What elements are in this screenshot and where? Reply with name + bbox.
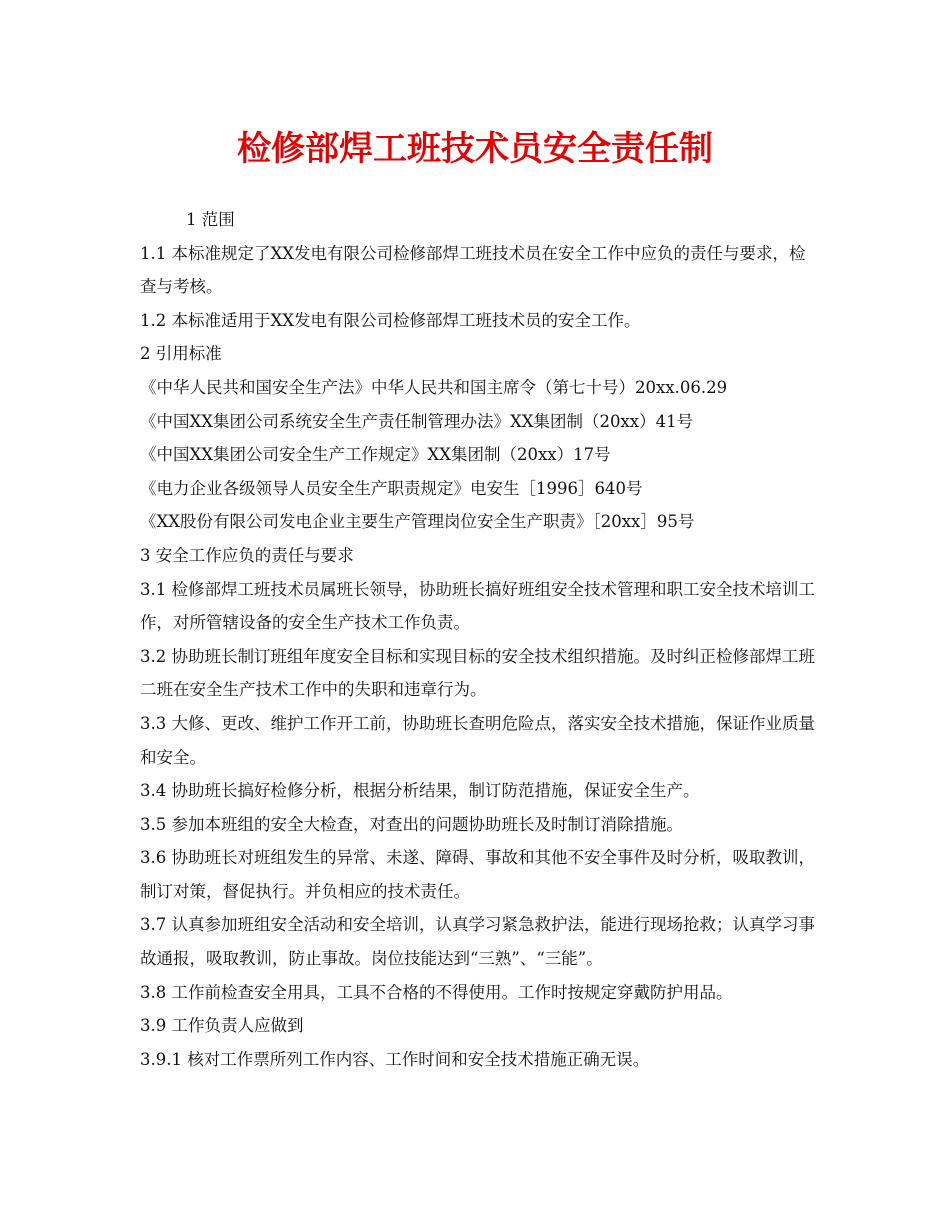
document-body <box>140 203 820 1076</box>
reference-item: 《电力企业各级领导人员安全生产职责规定》电安生［1996］640号 <box>140 478 643 498</box>
reference-item: 《中国XX集团公司系统安全生产责任制管理办法》XX集团制（20xx）41号 <box>140 411 694 431</box>
paragraph-3-1: 3.1 检修部焊工班技术员属班长领导，协助班长搞好班组安全技术管理和职工安全技术培训工作，对所管辖设备的安全生产技术工作负责。 <box>140 579 815 633</box>
reference-item: 《中华人民共和国安全生产法》中华人民共和国主席令（第七十号）20xx.06.29 <box>140 377 728 397</box>
paragraph-3-7: 3.7 认真参加班组安全活动和安全培训，认真学习紧急救护法，能进行现场抢救；认真学习事故通报，吸取教训，防止事故。岗位技能达到“三熟”、“三能”。 <box>140 915 815 969</box>
paragraph-3-4: 3.4 协助班长搞好检修分析，根据分析结果，制订防范措施，保证安全生产。 <box>140 781 700 801</box>
paragraph-3-3: 3.3 大修、更改、维护工作开工前，协助班长查明危险点，落实安全技术措施，保证作业质量和安全。 <box>140 713 815 767</box>
section-heading-references: 2 引用标准 <box>140 344 222 364</box>
document-title: 检修部焊工班技术员安全责任制 <box>237 129 713 169</box>
paragraph-3-9-1: 3.9.1 核对工作票所列工作内容、工作时间和安全技术措施正确无误。 <box>140 1049 650 1069</box>
paragraph-3-2: 3.2 协助班长制订班组年度安全目标和实现目标的安全技术组织措施。及时纠正检修部焊工班二班在安全生产技术工作中的失职和违章行为。 <box>140 646 815 700</box>
section-heading-responsibilities: 3 安全工作应负的责任与要求 <box>140 545 354 565</box>
paragraph-1-1: 1.1 本标准规定了XX发电有限公司检修部焊工班技术员在安全工作中应负的责任与要求，检查与考核。 <box>140 243 806 297</box>
paragraph-3-6: 3.6 协助班长对班组发生的异常、未遂、障碍、事故和其他不安全事件及时分析，吸取教训，制订对策，督促执行。并负相应的技术责任。 <box>140 848 815 901</box>
reference-item: 《XX股份有限公司发电企业主要生产管理岗位安全生产职责》［20xx］95号 <box>140 512 695 532</box>
section-heading-scope: 1 范围 <box>186 210 235 229</box>
paragraph-3-8: 3.8 工作前检查安全用具，工具不合格的不得使用。工作时按规定穿戴防护用品。 <box>140 982 733 1002</box>
paragraph-1-2: 1.2 本标准适用于XX发电有限公司检修部焊工班技术员的安全工作。 <box>140 310 641 330</box>
reference-item: 《中国XX集团公司安全生产工作规定》XX集团制（20xx）17号 <box>140 445 611 465</box>
paragraph-3-9: 3.9 工作负责人应做到 <box>140 1016 304 1036</box>
paragraph-3-5: 3.5 参加本班组的安全大检查，对查出的问题协助班长及时制订消除措施。 <box>140 814 683 834</box>
